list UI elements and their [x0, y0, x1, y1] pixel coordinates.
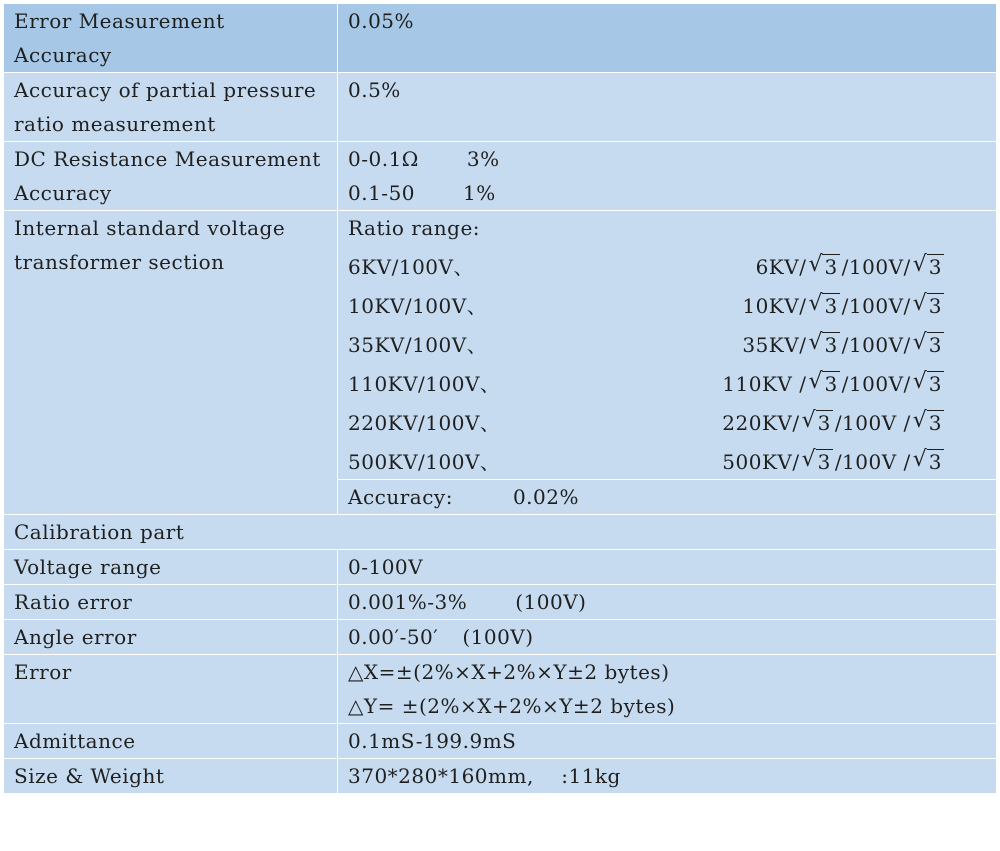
error-line-1: △X=±(2%×X+2%×Y±2 bytes) [348, 660, 670, 684]
ratio-row [348, 401, 986, 440]
row-value [338, 655, 997, 724]
sqrt-symbol [808, 367, 839, 401]
table-row [4, 211, 997, 480]
ratio-left: 220KV/100V、 [348, 411, 501, 435]
sqrt-symbol [913, 289, 944, 323]
table-row [4, 655, 997, 724]
row-value [338, 211, 997, 480]
ratio-right [722, 367, 946, 401]
error-line-2: △Y= ±(2%×X+2%×Y±2 bytes) [348, 694, 676, 718]
sqrt-value: 3 [817, 411, 831, 435]
ratio-right [742, 289, 946, 323]
dc-range-1: 0-0.1Ω [348, 147, 419, 171]
ratio-row [348, 440, 986, 479]
ratio-kv: 110KV / [722, 372, 807, 396]
row-value: 0-100V [338, 550, 997, 585]
ratio-right [742, 328, 946, 362]
row-value: 370*280*160mm, :11kg [338, 759, 997, 794]
sqrt-value: 3 [928, 372, 942, 396]
ratio-mid: /100V/ [841, 255, 911, 279]
ratio-mid: /100V/ [841, 294, 911, 318]
ratio-row [348, 323, 986, 362]
row-label: Ratio error [4, 585, 338, 620]
dc-acc-1: 3% [466, 147, 500, 171]
row-label: Error Measurement Accuracy [4, 4, 338, 73]
sqrt-symbol [802, 445, 833, 479]
value-note: (100V) [462, 625, 534, 649]
dc-line-2 [348, 176, 986, 210]
sqrt-symbol [913, 328, 944, 362]
sqrt-value: 3 [928, 450, 942, 474]
table-row [4, 550, 997, 585]
table-row [4, 142, 997, 211]
row-label: Size & Weight [4, 759, 338, 794]
row-value [338, 620, 997, 655]
sqrt-symbol [913, 445, 944, 479]
spec-table [3, 3, 997, 794]
row-label: Internal standard voltage transformer section [4, 211, 338, 515]
row-label: Accuracy of partial pressure ratio measurement [4, 73, 338, 142]
sqrt-symbol [808, 289, 839, 323]
table-row [4, 73, 997, 142]
ratio-kv: 220KV/ [722, 411, 800, 435]
row-value [338, 73, 997, 142]
sqrt-value: 3 [824, 255, 838, 279]
row-value [338, 4, 997, 73]
sqrt-value: 3 [824, 372, 838, 396]
sqrt-value: 3 [928, 255, 942, 279]
sqrt-symbol [808, 328, 839, 362]
ratio-mid: /100V/ [841, 372, 911, 396]
ratio-left: 110KV/100V、 [348, 372, 501, 396]
sqrt-symbol [913, 367, 944, 401]
row-value [338, 480, 997, 515]
sqrt-value: 3 [928, 333, 942, 357]
dc-range-2: 0.1-50 [348, 181, 416, 205]
ratio-right [722, 406, 946, 440]
table-row [4, 724, 997, 759]
value-text: 0.001%-3% [348, 590, 468, 614]
ratio-kv: 500KV/ [722, 450, 800, 474]
accuracy-label: Accuracy: [348, 485, 453, 509]
ratio-left: 35KV/100V、 [348, 333, 488, 357]
sqrt-value: 3 [817, 450, 831, 474]
ratio-title: Ratio range: [348, 216, 481, 240]
table-row [4, 585, 997, 620]
accuracy-value: 0.02% [512, 485, 579, 509]
row-value [338, 142, 997, 211]
table-row [4, 515, 997, 550]
ratio-row [348, 245, 986, 284]
ratio-mid: /100V/ [841, 333, 911, 357]
row-label: DC Resistance Measurement Accuracy [4, 142, 338, 211]
value-note: (100V) [515, 590, 587, 614]
value-text: 0.00′-50′ [348, 625, 439, 649]
row-label: Error [4, 655, 338, 724]
value-text: 0.5% [348, 78, 401, 102]
value-text: 0.05% [348, 9, 415, 33]
row-label: Admittance [4, 724, 338, 759]
ratio-list [348, 245, 986, 479]
ratio-kv: 10KV/ [742, 294, 807, 318]
ratio-kv: 6KV/ [755, 255, 807, 279]
section-label: Calibration part [4, 515, 997, 550]
ratio-right [722, 445, 946, 479]
sqrt-value: 3 [928, 411, 942, 435]
table-row [4, 4, 997, 73]
sqrt-symbol [913, 406, 944, 440]
dc-line-1 [348, 142, 986, 176]
ratio-mid: /100V / [834, 450, 911, 474]
sqrt-value: 3 [928, 294, 942, 318]
sqrt-value: 3 [824, 333, 838, 357]
ratio-row [348, 362, 986, 401]
ratio-row [348, 284, 986, 323]
row-label: Angle error [4, 620, 338, 655]
row-value: 0.1mS-199.9mS [338, 724, 997, 759]
table-row [4, 620, 997, 655]
row-value [338, 585, 997, 620]
ratio-left: 500KV/100V、 [348, 450, 501, 474]
row-label: Voltage range [4, 550, 338, 585]
sqrt-symbol [913, 250, 944, 284]
ratio-left: 10KV/100V、 [348, 294, 488, 318]
sqrt-symbol [802, 406, 833, 440]
sqrt-value: 3 [824, 294, 838, 318]
ratio-left: 6KV/100V、 [348, 255, 474, 279]
dc-acc-2: 1% [463, 181, 496, 205]
table-row [4, 759, 997, 794]
sqrt-symbol [808, 250, 839, 284]
ratio-kv: 35KV/ [742, 333, 807, 357]
ratio-right [756, 250, 946, 284]
ratio-mid: /100V / [834, 411, 911, 435]
